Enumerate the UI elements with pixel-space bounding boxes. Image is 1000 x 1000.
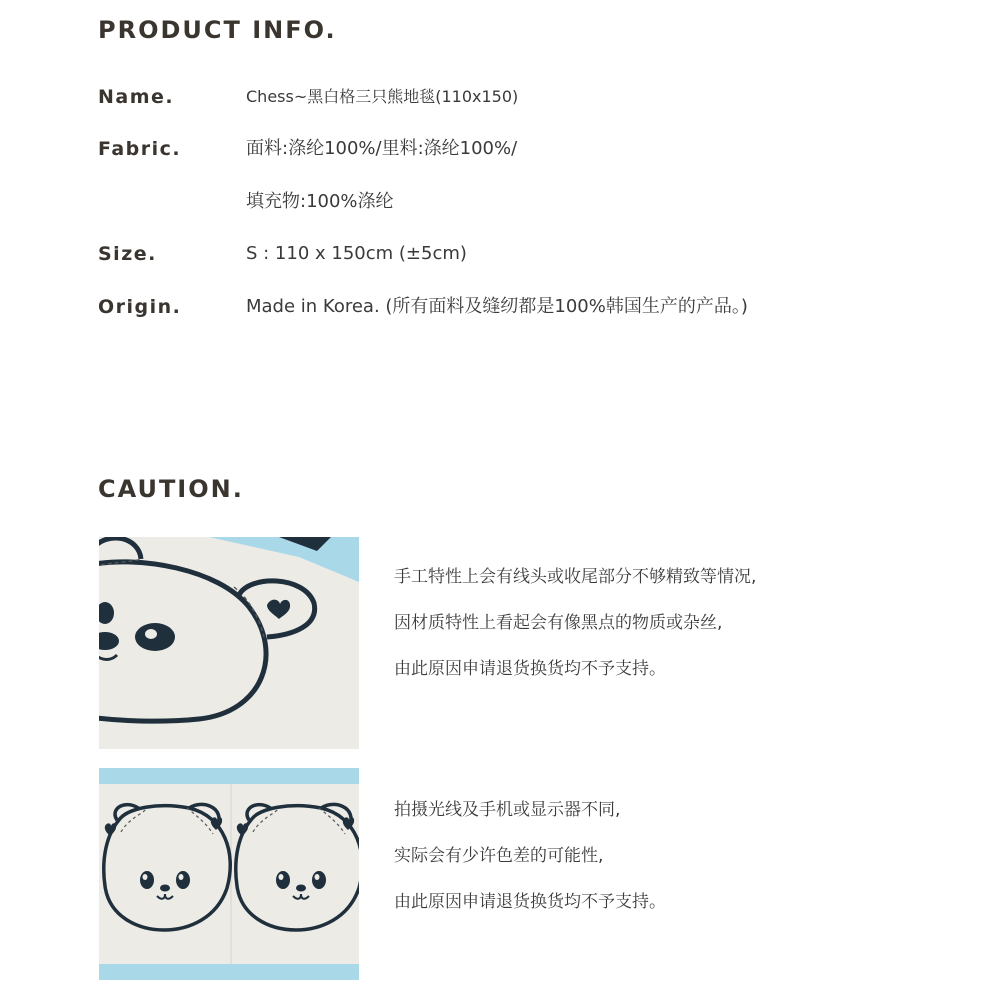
- info-row-fabric: [98, 134, 918, 164]
- product-info-title: PRODUCT INFO.: [98, 16, 337, 44]
- caution-line: 手工特性上会有线头或收尾部分不够精致等情况,: [394, 567, 757, 587]
- caution-line: 拍摄光线及手机或显示器不同,: [394, 800, 621, 820]
- info-value-fabric-filling: 填充物:100%涤纶: [246, 191, 394, 212]
- caution-line: 因材质特性上看起会有像黑点的物质或杂丝,: [394, 613, 723, 633]
- bear-rug-closeup-photo: [99, 537, 359, 749]
- info-label-size: Size.: [98, 243, 157, 265]
- info-value-name: Chess~黑白格三只熊地毯(110x150): [246, 87, 519, 106]
- caution-line: 由此原因申请退货换货均不予支持。: [394, 892, 666, 912]
- caution-title: CAUTION.: [98, 475, 244, 503]
- caution-text-block: [394, 787, 954, 925]
- caution-text-block: [394, 554, 954, 692]
- info-label-origin: Origin.: [98, 296, 182, 318]
- info-row-origin: [98, 292, 918, 322]
- caution-line: 由此原因申请退货换货均不予支持。: [394, 659, 666, 679]
- info-row-size: [98, 239, 918, 269]
- info-row-name: [98, 82, 918, 112]
- info-row-fabric-filling: [98, 187, 918, 217]
- info-label-fabric: Fabric.: [98, 138, 182, 160]
- info-value-size: S : 110 x 150cm (±5cm): [246, 243, 467, 264]
- info-value-fabric: 面料:涤纶100%/里料:涤纶100%/: [246, 138, 518, 159]
- info-value-origin: Made in Korea. (所有面料及缝纫都是100%韩国生产的产品。): [246, 296, 748, 317]
- info-label-name: Name.: [98, 86, 175, 108]
- bear-rug-pattern-photo: [99, 768, 359, 980]
- caution-line: 实际会有少许色差的可能性,: [394, 846, 604, 866]
